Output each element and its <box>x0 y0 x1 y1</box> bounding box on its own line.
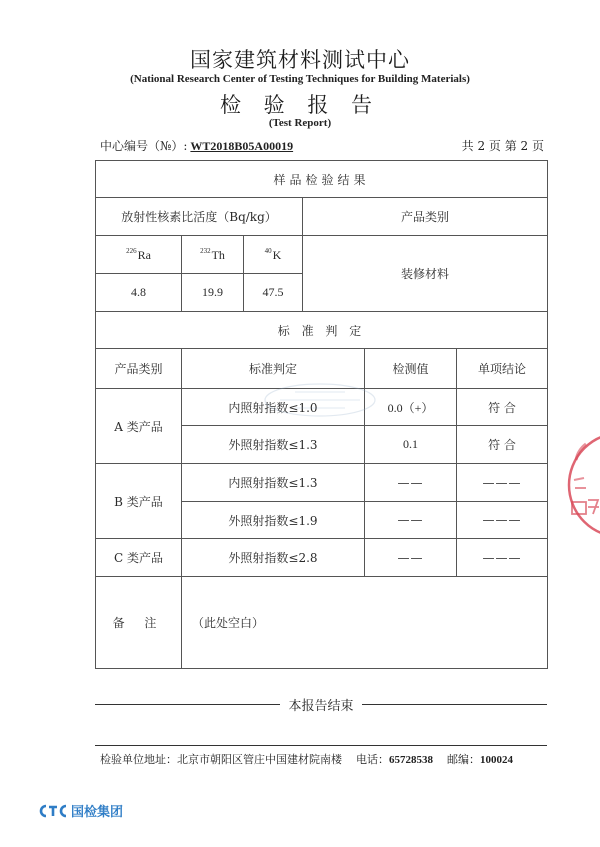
ra-value: 4.8 <box>96 274 182 312</box>
col-value-header: 检测值 <box>365 349 457 389</box>
footer-divider <box>95 745 547 746</box>
value-cell: —— <box>365 539 457 577</box>
remarks-value: （此处空白） <box>182 577 548 669</box>
postcode-value: 100024 <box>480 754 513 766</box>
end-of-report-text: 本报告结束 <box>95 695 547 714</box>
nuclide-th: $^{232}$Th <box>182 236 244 274</box>
brand-name: 国检集团 <box>71 805 124 820</box>
product-category-value: 装修材料 <box>303 236 548 312</box>
report-number <box>100 137 293 154</box>
end-of-report <box>95 695 547 715</box>
standard-cell: 内照射指数≤1.0 <box>182 389 365 426</box>
conclusion-cell: ——— <box>457 502 548 539</box>
value-cell: —— <box>365 464 457 502</box>
address-value: 北京市朝阳区管庄中国建材院南楼 <box>177 753 342 766</box>
nuclide-ra: $^{226}$Ra <box>96 236 182 274</box>
col-standard-header: 标准判定 <box>182 349 365 389</box>
judgement-section-title: 标 准 判 定 <box>96 312 548 349</box>
k-value: 47.5 <box>244 274 303 312</box>
footer-contact <box>100 751 513 767</box>
category-b: B 类产品 <box>96 464 182 539</box>
category-header: 产品类别 <box>303 198 548 236</box>
postcode-label: 邮编： <box>447 753 480 766</box>
activity-header: 放射性核素比活度（Bq/kg） <box>96 198 303 236</box>
report-title-cn: 检 验 报 告 <box>219 93 381 117</box>
remarks-label: 备 注 <box>96 577 182 669</box>
standard-cell: 内照射指数≤1.3 <box>182 464 365 502</box>
ctc-logo-icon <box>38 803 68 819</box>
report-number-value: WT2018B05A00019 <box>190 139 294 153</box>
report-number-label: 中心编号（№）: <box>100 139 188 153</box>
category-a: A 类产品 <box>96 389 182 464</box>
standard-cell: 外照射指数≤1.3 <box>182 426 365 464</box>
conclusion-cell: 符 合 <box>457 389 548 426</box>
watermark-icon <box>260 380 380 420</box>
standard-cell: 外照射指数≤2.8 <box>182 539 365 577</box>
value-cell: —— <box>365 502 457 539</box>
organization-name-en: (National Research Center of Testing Techniques for Building Materials) <box>130 73 470 85</box>
nuclide-k: $^{40}$K <box>244 236 303 274</box>
page-count: 共 2 页 第 2 页 <box>461 139 544 153</box>
value-cell: 0.1 <box>365 426 457 464</box>
organization-name-cn: 国家建筑材料测试中心 <box>190 48 410 72</box>
col-conclusion-header: 单项结论 <box>457 349 548 389</box>
address-label: 检验单位地址： <box>100 753 177 766</box>
category-c: C 类产品 <box>96 539 182 577</box>
results-section-title: 样品检验结果 <box>96 161 548 198</box>
th-value: 19.9 <box>182 274 244 312</box>
standard-cell: 外照射指数≤1.9 <box>182 502 365 539</box>
phone-value: 65728538 <box>389 754 433 766</box>
report-title-en: (Test Report) <box>268 117 332 129</box>
conclusion-cell: ——— <box>457 539 548 577</box>
col-category-header: 产品类别 <box>96 349 182 389</box>
conclusion-cell: ——— <box>457 464 548 502</box>
official-seal-icon <box>566 430 600 540</box>
brand-logo <box>38 800 123 820</box>
phone-label: 电话： <box>356 753 389 766</box>
conclusion-cell: 符 合 <box>457 426 548 464</box>
value-cell: 0.0（+） <box>365 389 457 426</box>
